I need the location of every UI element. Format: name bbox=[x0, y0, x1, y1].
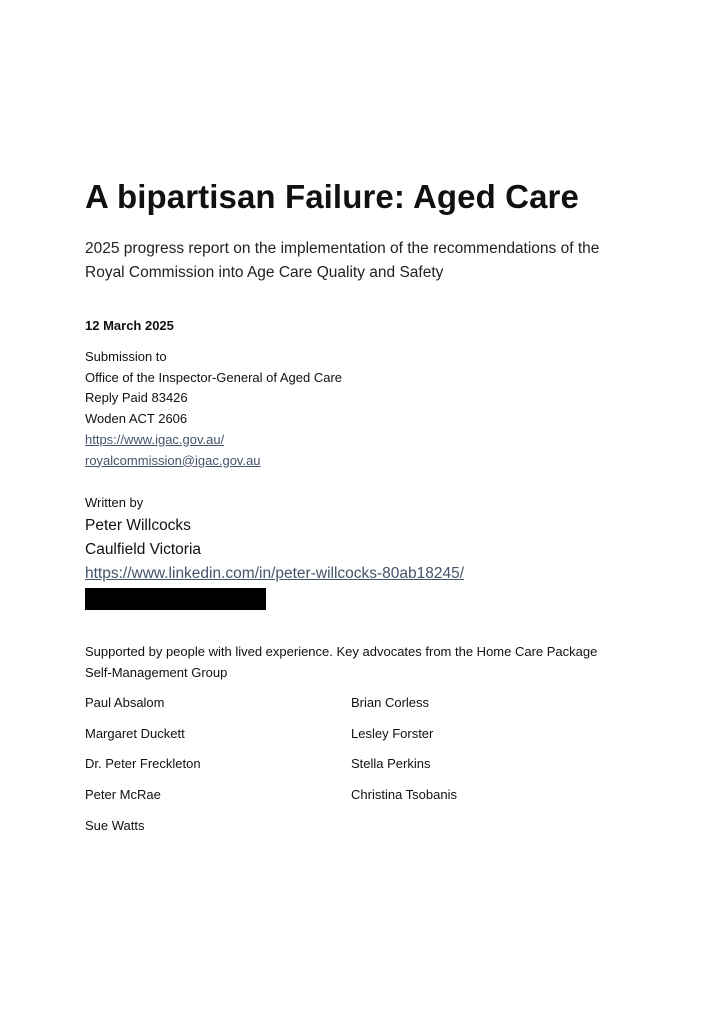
written-by-label: Written by bbox=[85, 495, 144, 510]
advocate-name: Peter McRae bbox=[85, 787, 161, 803]
advocate-name: Christina Tsobanis bbox=[351, 787, 457, 803]
advocate-name: Brian Corless bbox=[351, 695, 430, 710]
submission-label: Submission to bbox=[85, 349, 167, 364]
igac-email-link[interactable]: royalcommission@igac.gov.au bbox=[85, 452, 261, 468]
address-line: Reply Paid 83426 bbox=[85, 390, 188, 406]
author-location: Caulfield Victoria bbox=[85, 540, 202, 558]
supported-by-text bbox=[85, 642, 665, 683]
advocate-name: Stella Perkins bbox=[351, 756, 431, 772]
advocate-name: Lesley Forster bbox=[351, 725, 434, 741]
igac-website-link[interactable]: https://www.igac.gov.au/ bbox=[85, 431, 225, 447]
document-title: A bipartisan Failure: Aged Care bbox=[85, 178, 579, 215]
address-line: Office of the Inspector-General of Aged Care bbox=[85, 369, 343, 385]
submission-block bbox=[85, 347, 342, 471]
advocates-column-right bbox=[351, 693, 457, 816]
advocates-column-left bbox=[85, 693, 201, 846]
advocate-name: Dr. Peter Freckleton bbox=[85, 756, 201, 772]
linkedin-link[interactable]: https://www.linkedin.com/in/peter-willcocks-80ab18245/ bbox=[85, 564, 465, 582]
author-name: Peter Willcocks bbox=[85, 516, 191, 534]
supported-line: Self-Management Group bbox=[85, 664, 228, 680]
supported-line: Supported by people with lived experience. Key advocates from the Home Care Package bbox=[85, 644, 598, 659]
document-date: 12 March 2025 bbox=[85, 318, 174, 333]
advocate-name: Paul Absalom bbox=[85, 695, 165, 710]
subtitle-line: 2025 progress report on the implementation of the recommendations of the bbox=[85, 240, 600, 257]
advocate-name: Margaret Duckett bbox=[85, 725, 185, 741]
document-subtitle bbox=[85, 237, 665, 285]
advocate-name: Sue Watts bbox=[85, 817, 145, 833]
author-block bbox=[85, 493, 464, 586]
address-line: Woden ACT 2606 bbox=[85, 411, 188, 427]
redacted-box bbox=[85, 588, 266, 610]
subtitle-line: Royal Commission into Age Care Quality and Safety bbox=[85, 264, 444, 281]
